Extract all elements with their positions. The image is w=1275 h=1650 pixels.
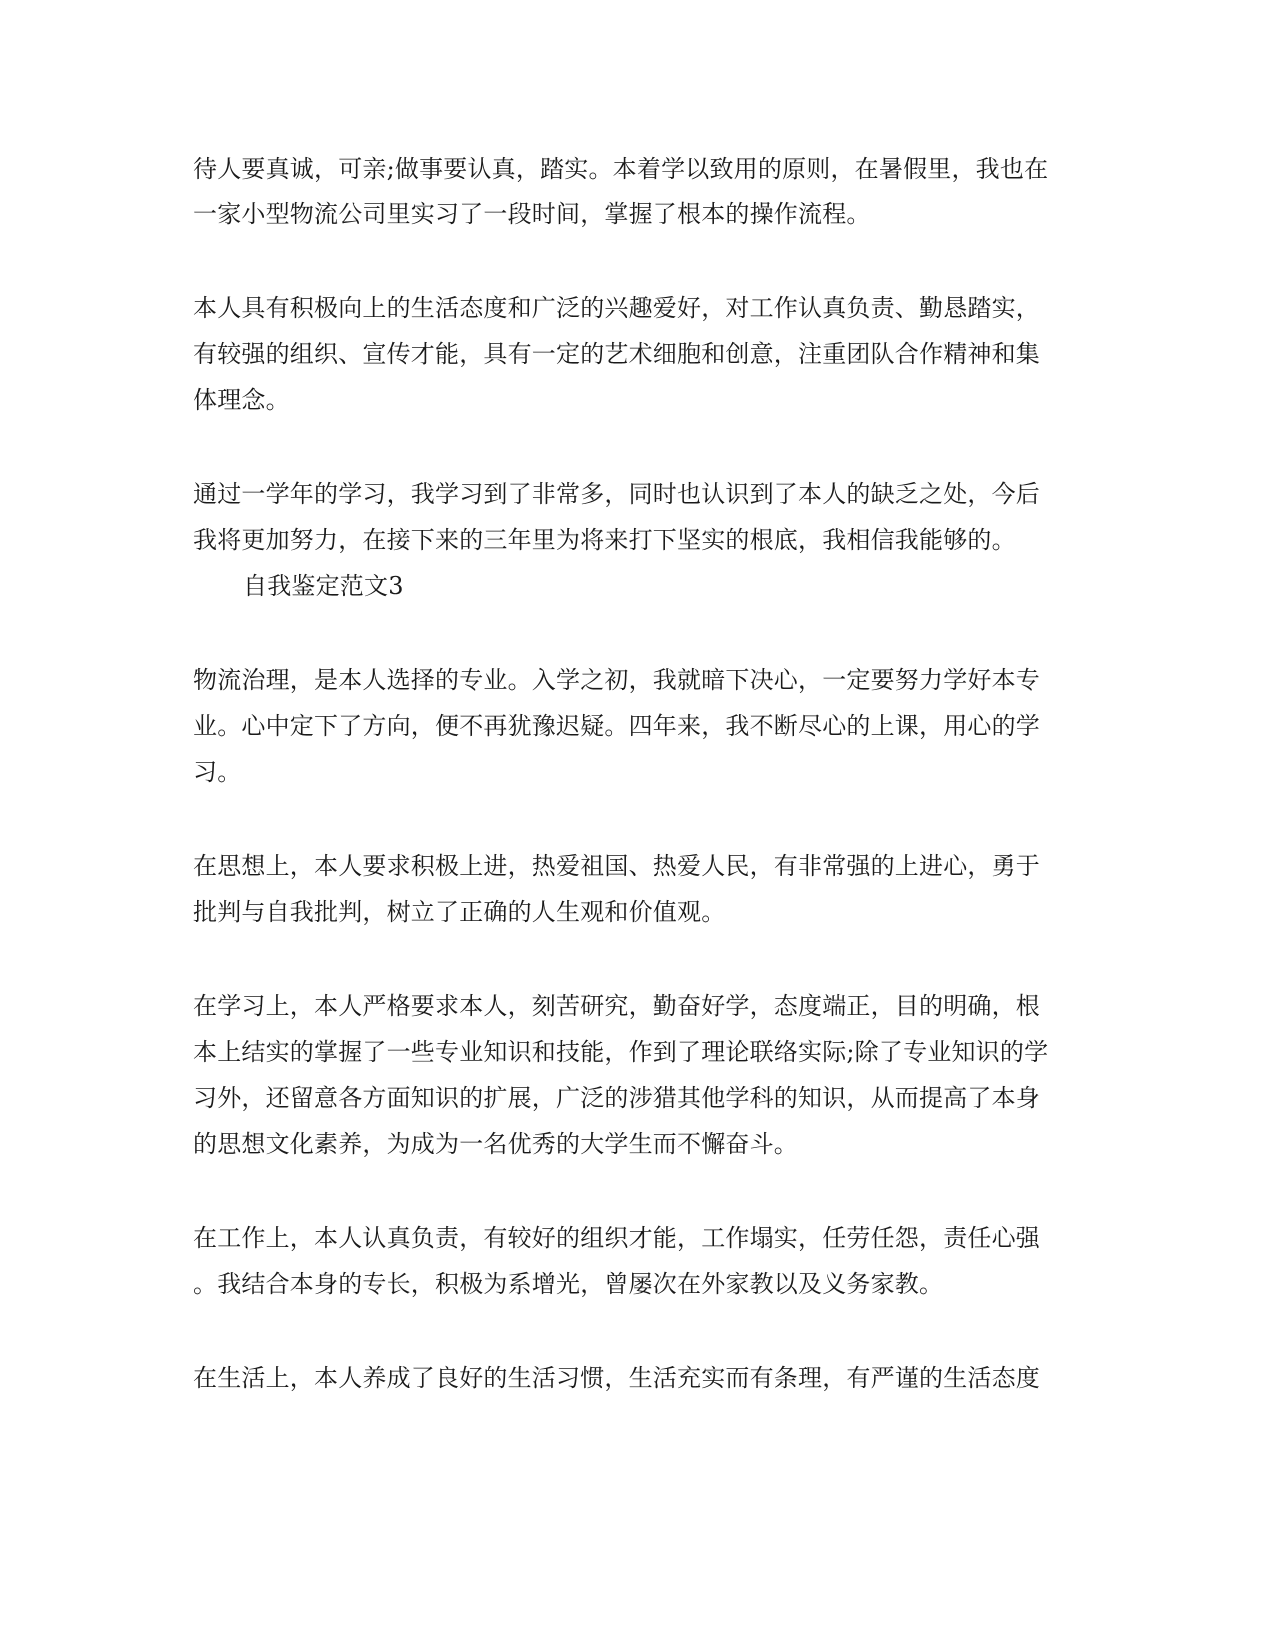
paragraph-1-line-2: 一家小型物流公司里实习了一段时间，掌握了根本的操作流程。 <box>193 200 871 228</box>
section-paragraph-1-line-3: 习。 <box>193 758 242 786</box>
section-paragraph-3-line-3: 习外，还留意各方面知识的扩展，广泛的涉猎其他学科的知识，从而提高了本身 <box>193 1084 1040 1112</box>
paragraph-2-line-3: 体理念。 <box>193 386 290 414</box>
paragraph-3-line-2: 我将更加努力，在接下来的三年里为将来打下坚实的根底，我相信我能够的。 <box>193 526 1016 554</box>
paragraph-1-line-1: 待人要真诚，可亲;做事要认真，踏实。本着学以致用的原则，在暑假里，我也在 <box>193 155 1049 183</box>
paragraph-2-line-2: 有较强的组织、宣传才能，具有一定的艺术细胞和创意，注重团队合作精神和集 <box>193 340 1040 368</box>
section-paragraph-2-line-2: 批判与自我批判，树立了正确的人生观和价值观。 <box>193 898 726 926</box>
section-paragraph-3-line-4: 的思想文化素养，为成为一名优秀的大学生而不懈奋斗。 <box>193 1130 798 1158</box>
section-paragraph-3-line-1: 在学习上，本人严格要求本人，刻苦研究，勤奋好学，态度端正，目的明确，根 <box>193 992 1040 1020</box>
section-paragraph-4-line-1: 在工作上，本人认真负责，有较好的组织才能，工作塌实，任劳任怨，责任心强 <box>193 1224 1040 1252</box>
section-heading: 自我鉴定范文3 <box>243 572 404 600</box>
section-paragraph-3-line-2: 本上结实的掌握了一些专业知识和技能，作到了理论联络实际;除了专业知识的学 <box>193 1038 1049 1066</box>
section-paragraph-1-line-1: 物流治理，是本人选择的专业。入学之初，我就暗下决心，一定要努力学好本专 <box>193 666 1040 694</box>
section-paragraph-1-line-2: 业。心中定下了方向，便不再犹豫迟疑。四年来，我不断尽心的上课，用心的学 <box>193 712 1040 740</box>
section-paragraph-5-line-1: 在生活上，本人养成了良好的生活习惯，生活充实而有条理，有严谨的生活态度 <box>193 1364 1040 1392</box>
paragraph-3-line-1: 通过一学年的学习，我学习到了非常多，同时也认识到了本人的缺乏之处，今后 <box>193 480 1040 508</box>
section-paragraph-2-line-1: 在思想上，本人要求积极上进，热爱祖国、热爱人民，有非常强的上进心，勇于 <box>193 852 1040 880</box>
paragraph-2-line-1: 本人具有积极向上的生活态度和广泛的兴趣爱好，对工作认真负责、勤恳踏实， <box>193 294 1040 322</box>
section-paragraph-4-line-2: 。我结合本身的专长，积极为系增光，曾屡次在外家教以及义务家教。 <box>193 1270 944 1298</box>
